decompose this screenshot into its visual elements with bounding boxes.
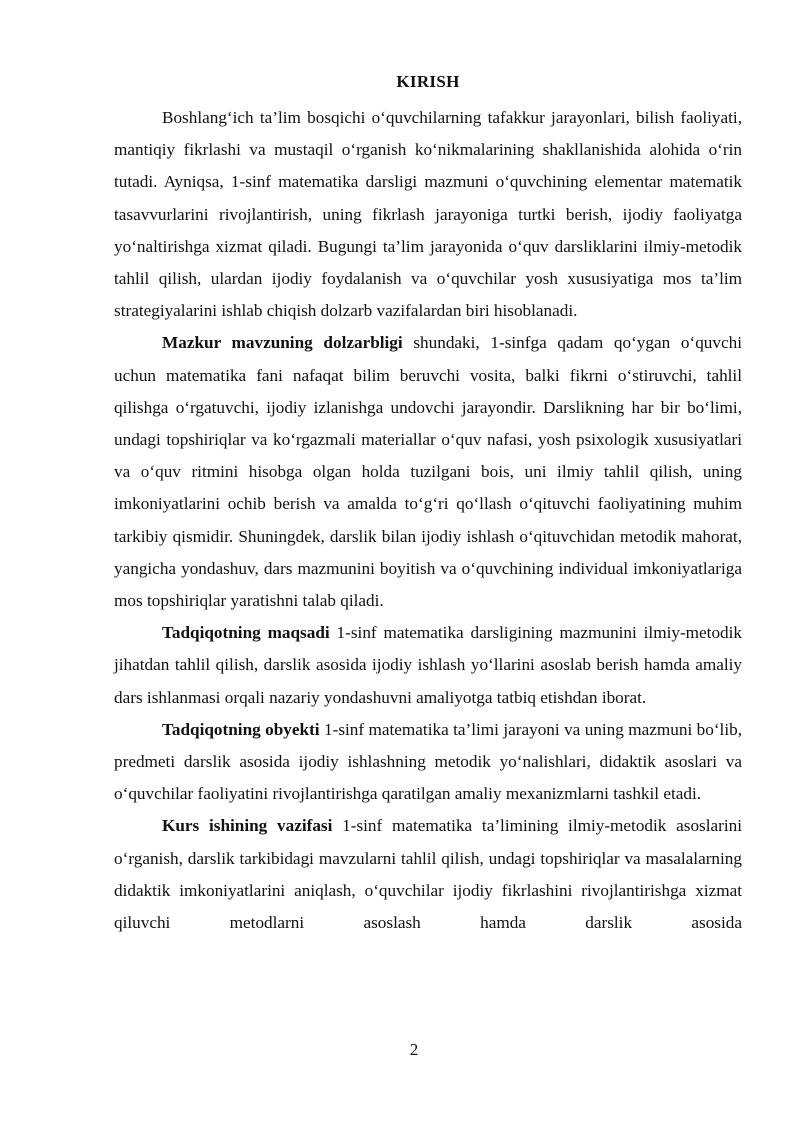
paragraph-lead: Tadqiqotning maqsadi — [162, 623, 330, 643]
page-number: 2 — [409, 1040, 419, 1059]
paragraph-lead: Kurs ishining vazifasi — [162, 816, 333, 836]
paragraph-text: 1-sinf matematika ta’limi jarayoni va uning mazmuni bo‘lib, predmeti darslik asosida ijodiy ishlashning metodik yo‘nalishlari, didaktik asoslari va o‘quvchilar faoliyatini rivojlantirishga qaratilgan amaliy mexanizmlarni tashkil etadi. — [114, 719, 743, 804]
paragraph-object — [114, 714, 742, 811]
paragraph-lead: Tadqiqotning obyekti — [162, 719, 320, 739]
paragraph-goal — [114, 617, 742, 714]
section-heading: KIRISH — [396, 72, 460, 91]
paragraph-relevance — [114, 327, 742, 617]
paragraph-text: 1-sinf matematika darsligining mazmunini ilmiy-metodik jihatdan tahlil qilish, darslik asosida ijodiy ishlash yo‘llarini asoslab berish hamda amaliy dars ishlanmasi orqali nazariy yondashuvni amaliyotga tatbiq etishdan iborat. — [114, 623, 742, 707]
paragraph-text: Boshlang‘ich ta’lim bosqichi o‘quvchilarning tafakkur jarayonlari, bilish faoliyati, mantiqiy fikrlashi va mustaqil o‘rganish ko‘nikmalarining shakllanishida alohida o‘rin tutadi. Ayniqsa, 1-sinf matematika darsligi mazmuni o‘quvchining elementar matematik tasavvurlarini rivojlantirish, uning fikrlash jarayoniga turtki berish, ijodiy faoliyatga yo‘naltirishga xizmat qiladi. Bugungi ta’lim jarayonida o‘quv darsliklarini ilmiy-metodik tahlil qilish, ulardan ijodiy foydalanish va o‘quvchilar yosh xususiyatiga mos ta’lim strategiyalarini ishlab chiqish dolzarb vazifalardan biri hisoblanadi. — [114, 108, 742, 321]
document-page — [114, 72, 742, 939]
paragraph-intro — [114, 102, 742, 327]
paragraph-tasks — [114, 810, 742, 939]
paragraph-text: shundaki, 1-sinfga qadam qo‘ygan o‘quvchi uchun matematika fani nafaqat bilim beruvchi vosita, balki fikrni o‘stiruvchi, tahlil qilishga o‘rgatuvchi, ijodiy izlanishga undovchi jarayondir. Darslikning har bir bo‘limi, undagi topshiriqlar va ko‘rgazmali materiallar o‘quv nafasi, yosh psixologik xususiyatlari va o‘quv ritmini hisobga olgan holda tuzilgani bois, uni ilmiy tahlil qilish, uning imkoniyatlarini ochib berish va amalda to‘g‘ri qo‘llash o‘qituvchi faoliyatining muhim tarkibiy qismidir. Shuningdek, darslik bilan ijodiy ishlash o‘qituvchidan metodik mahorat, yangicha yondashuv, dars mazmunini boyitish va o‘quvchining individual imkoniyatlariga mos topshiriqlar yaratishni talab qiladi. — [114, 333, 742, 611]
paragraph-lead: Mazkur mavzuning dolzarbligi — [162, 333, 403, 353]
paragraph-text: 1-sinf matematika ta’limining ilmiy-metodik asoslarini o‘rganish, darslik tarkibidagi mavzularni tahlil qilish, undagi topshiriqlar va masalalarning didaktik imkoniyatlarini aniqlash, o‘quvchilar ijodiy fikrlashini rivojlantirishga xizmat qiluvchi metodlarni asoslash hamda darslik asosida — [114, 816, 742, 933]
